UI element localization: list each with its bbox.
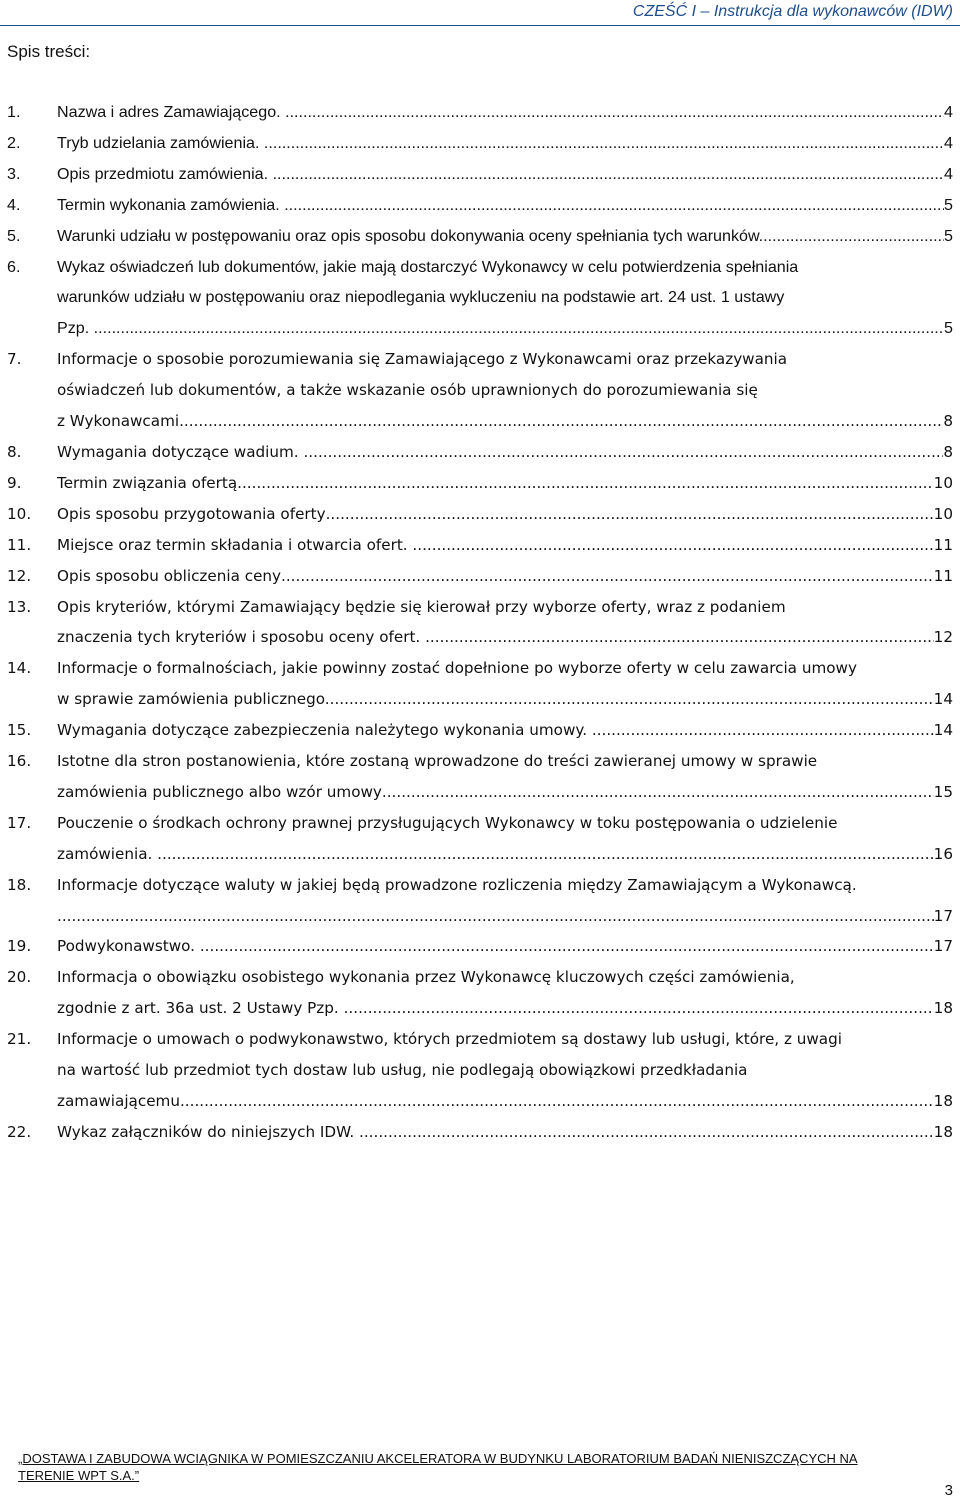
- toc-entry-page: 18: [933, 1092, 953, 1110]
- toc-entry-number: 12.: [7, 566, 32, 585]
- footer-line-2: TERENIE WPT S.A.”: [18, 1468, 140, 1483]
- toc-entry-body: [57, 97, 953, 128]
- toc-entry-line: [57, 1024, 953, 1055]
- toc-entry-line: [57, 715, 953, 746]
- toc-entry-text: Informacje o formalnościach, jakie powinny zostać dopełnione po wyborze oferty w celu zawarcia umowy: [57, 659, 857, 678]
- toc-entry-text: Opis sposobu przygotowania oferty: [57, 504, 326, 523]
- toc-entry-number: 21.: [7, 1030, 32, 1049]
- toc-entry-line: [57, 1117, 953, 1148]
- toc-entry-page: 8: [943, 442, 953, 461]
- toc-entry-text: Wymagania dotyczące wadium. ...: [57, 442, 318, 461]
- toc-entry-line: [57, 592, 953, 623]
- toc-entry-line: [57, 406, 953, 437]
- toc-entry[interactable]: [7, 1117, 953, 1148]
- toc-entry-number: 16.: [7, 752, 32, 771]
- dot-leader: [318, 437, 943, 468]
- toc-entry-page: 18: [933, 999, 953, 1018]
- toc-entry-line: [57, 808, 953, 839]
- toc-entry-line: [57, 128, 953, 159]
- toc-entry[interactable]: [7, 128, 953, 159]
- toc-entry[interactable]: [7, 1024, 953, 1117]
- toc-entry-line: [57, 499, 953, 530]
- toc-entry[interactable]: [7, 468, 953, 499]
- toc-entry-page: 17: [933, 937, 953, 956]
- toc-entry-text: Miejsce oraz termin składania i otwarcia ofert. ...: [57, 535, 427, 554]
- dot-leader: [180, 1086, 934, 1117]
- toc-entry[interactable]: [7, 252, 953, 345]
- toc-entry-text: Warunki udziału w postępowaniu oraz opis sposobu dokonywania oceny spełniania tych warunków.: [57, 226, 764, 245]
- toc-entry-text: Termin wykonania zamówienia. ...: [57, 195, 298, 214]
- toc-entry-text: zamawiającemu: [57, 1092, 180, 1110]
- toc-entry-text: Informacje o sposobie porozumiewania się Zamawiającego z Wykonawcami oraz przekazywania: [57, 350, 788, 369]
- toc-entry-page: 11: [933, 566, 953, 585]
- toc-entry-body: [57, 437, 953, 468]
- toc-entry-line: [57, 344, 953, 375]
- toc-entry[interactable]: [7, 530, 953, 561]
- toc-entry-line: [57, 931, 953, 962]
- toc-entry-body: [57, 870, 953, 932]
- toc-entry-line: [57, 375, 953, 406]
- toc-entry-text: Tryb udzielania zamówienia. ...: [57, 133, 278, 152]
- toc-entry-line: [57, 777, 953, 808]
- toc-entry-line: [57, 97, 953, 128]
- toc-entry-number: 7.: [7, 350, 22, 369]
- toc-entry-text: Informacje o umowach o podwykonawstwo, których przedmiotem są dostawy lub usługi, które, z uwagi: [57, 1030, 842, 1049]
- dot-leader: [281, 561, 934, 592]
- toc-entry-body: [57, 468, 953, 499]
- toc-entry[interactable]: [7, 746, 953, 808]
- toc-entry-page: 10: [933, 473, 953, 492]
- toc-entry-page: 5: [944, 195, 953, 214]
- dot-leader: [326, 499, 934, 530]
- toc-entry-text: Opis przedmiotu zamówienia. ...: [57, 164, 286, 183]
- toc-entry-number: 6.: [7, 257, 21, 276]
- toc-entry-page: 4: [944, 103, 953, 121]
- toc-entry[interactable]: [7, 344, 953, 437]
- toc-entry-body: [57, 808, 953, 870]
- toc-entry-number: 22.: [7, 1122, 32, 1141]
- toc-entry-body: [57, 746, 953, 808]
- toc-entry-body: [57, 221, 953, 252]
- toc-entry-line: [57, 870, 953, 901]
- toc-entry-page: 15: [933, 782, 953, 801]
- toc-entry-page: 16: [933, 844, 953, 863]
- toc-entry-body: [57, 561, 953, 592]
- dot-leader: [107, 313, 944, 344]
- toc-entry-number: 1.: [7, 103, 21, 121]
- toc-entry-number: 18.: [7, 875, 32, 894]
- toc-entry-line: [57, 901, 953, 932]
- toc-entry-page: 14: [933, 721, 953, 740]
- toc-entry-text: Pzp. ...: [57, 319, 108, 338]
- toc-entry-line: [57, 622, 953, 653]
- toc-entry-line: [57, 993, 953, 1024]
- toc-entry-text: Podwykonawstwo. ...: [57, 937, 215, 956]
- toc-entry-page: 4: [944, 133, 953, 152]
- dot-leader: [214, 931, 933, 962]
- toc-entry-text: Nazwa i adres Zamawiającego. ...: [57, 103, 299, 121]
- toc-entry-number: 8.: [7, 442, 22, 461]
- dot-leader: [179, 406, 943, 437]
- dot-leader: [277, 128, 944, 159]
- toc-entry-line: [57, 684, 953, 715]
- toc-entry-line: [57, 1086, 953, 1117]
- dot-leader: [298, 190, 944, 221]
- toc-entry-body: [57, 931, 953, 962]
- toc-entry-number: 3.: [7, 164, 21, 183]
- dot-leader: [606, 715, 933, 746]
- toc-entry-page: 12: [933, 628, 953, 647]
- toc-entry-text: Informacja o obowiązku osobistego wykonania przez Wykonawcę kluczowych części zamówienia,: [57, 968, 795, 987]
- toc-entry-number: 9.: [7, 473, 22, 492]
- toc-entry-body: [57, 344, 953, 437]
- page-number: 3: [944, 1482, 953, 1499]
- dot-leader: [57, 901, 934, 932]
- toc-entry[interactable]: [7, 931, 953, 962]
- toc-entry-page: 17: [933, 906, 953, 925]
- toc-entry-text: Istotne dla stron postanowienia, które zostaną wprowadzone do treści zawieranej umowy w sprawie: [57, 752, 818, 771]
- document-footer: [18, 1450, 938, 1484]
- toc-entry-number: 2.: [7, 133, 21, 152]
- toc-entry-text: zamówienia publicznego albo wzór umowy: [57, 782, 382, 801]
- toc-entry[interactable]: [7, 499, 953, 530]
- toc-entry-number: 10.: [7, 504, 32, 523]
- toc-entry-number: 5.: [7, 226, 21, 245]
- dot-leader: [172, 839, 934, 870]
- toc-entry-number: 13.: [7, 597, 32, 616]
- dot-leader: [382, 777, 934, 808]
- toc-entry-body: [57, 653, 953, 715]
- dot-leader: [286, 159, 944, 190]
- toc-entry-line: [57, 252, 953, 283]
- toc-entry-body: [57, 190, 953, 221]
- toc-entry[interactable]: [7, 190, 953, 221]
- toc-entry-page: 5: [944, 319, 953, 338]
- table-of-contents: [7, 97, 953, 1148]
- toc-entry-body: [57, 1117, 953, 1148]
- toc-entry[interactable]: [7, 561, 953, 592]
- dot-leader: [763, 221, 944, 252]
- toc-entry-text: Informacje dotyczące waluty w jakiej będą prowadzone rozliczenia między Zamawiającym a Wykonawcą.: [57, 875, 857, 894]
- toc-entry-line: [57, 530, 953, 561]
- toc-entry-text: znaczenia tych kryteriów i sposobu oceny ofert. ...: [57, 628, 440, 647]
- toc-entry-number: 20.: [7, 968, 32, 987]
- toc-entry-line: [57, 746, 953, 777]
- toc-entry-page: 8: [943, 412, 953, 431]
- toc-entry-text: Wykaz oświadczeń lub dokumentów, jakie mają dostarczyć Wykonawcy w celu potwierdzenia spełniania: [57, 257, 799, 276]
- toc-entry-number: 14.: [7, 659, 32, 678]
- toc-entry-page: 5: [944, 226, 953, 245]
- toc-entry-line: [57, 839, 953, 870]
- dot-leader: [427, 530, 934, 561]
- footer-line-1: „DOSTAWA I ZABUDOWA WCIĄGNIKA W POMIESZCZANIU AKCELERATORA W BUDYNKU LABORATORIUM BADAŃ NIENISZCZĄCYCH NA: [18, 1451, 858, 1466]
- toc-entry-page: 14: [933, 690, 953, 709]
- toc-entry-text: na wartość lub przedmiot tych dostaw lub usług, nie podlegają obowiązkowi przedkładania: [57, 1061, 748, 1080]
- toc-entry-body: [57, 128, 953, 159]
- toc-entry[interactable]: [7, 97, 953, 128]
- toc-entry-body: [57, 592, 953, 654]
- toc-entry-body: [57, 159, 953, 190]
- toc-entry[interactable]: [7, 808, 953, 870]
- dot-leader: [242, 468, 934, 499]
- toc-entry-text: Termin związania ofertą.: [57, 473, 242, 492]
- toc-entry-number: 4.: [7, 195, 21, 214]
- toc-entry-text: w sprawie zamówienia publicznego.: [57, 690, 330, 709]
- toc-entry[interactable]: [7, 962, 953, 1024]
- toc-entry-text: Wymagania dotyczące zabezpieczenia należytego wykonania umowy. ...: [57, 721, 607, 740]
- toc-entry-line: [57, 1055, 953, 1086]
- running-header: CZEŚĆ I – Instrukcja dla wykonawców (IDW): [632, 3, 953, 20]
- toc-entry[interactable]: [7, 221, 953, 252]
- toc-entry-text: oświadczeń lub dokumentów, a także wskazanie osób uprawnionych do porozumiewania się: [57, 381, 758, 400]
- toc-entry[interactable]: [7, 870, 953, 932]
- toc-entry-page: 4: [944, 164, 953, 183]
- dot-leader: [330, 684, 934, 715]
- toc-entry-number: 15.: [7, 721, 32, 740]
- toc-entry-text: z Wykonawcami: [57, 412, 180, 431]
- toc-entry-text: Opis kryteriów, którymi Zamawiający będzie się kierował przy wyborze oferty, wraz z podaniem: [57, 597, 786, 616]
- toc-entry-line: [57, 468, 953, 499]
- toc-title: Spis treści:: [7, 42, 91, 61]
- toc-entry-body: [57, 252, 953, 345]
- toc-entry-text: zgodnie z art. 36a ust. 2 Ustawy Pzp. ...: [57, 999, 359, 1018]
- toc-entry-body: [57, 962, 953, 1024]
- toc-entry-line: [57, 962, 953, 993]
- toc-entry-page: 11: [933, 535, 953, 554]
- toc-entry[interactable]: [7, 437, 953, 468]
- toc-entry-line: [57, 653, 953, 684]
- toc-entry-line: [57, 282, 953, 313]
- toc-entry-line: [57, 190, 953, 221]
- toc-entry-text: Opis sposobu obliczenia ceny: [57, 566, 282, 585]
- toc-entry-page: 10: [933, 504, 953, 523]
- toc-entry-line: [57, 159, 953, 190]
- dot-leader: [374, 1117, 934, 1148]
- toc-entry-body: [57, 715, 953, 746]
- toc-entry-number: 17.: [7, 813, 32, 832]
- toc-entry-line: [57, 561, 953, 592]
- toc-entry[interactable]: [7, 159, 953, 190]
- dot-leader: [358, 993, 934, 1024]
- toc-entry-body: [57, 1024, 953, 1117]
- toc-entry-line: [57, 221, 953, 252]
- toc-entry[interactable]: [7, 653, 953, 715]
- toc-entry-body: [57, 499, 953, 530]
- toc-entry-body: [57, 530, 953, 561]
- toc-entry-text: zamówienia. ...: [57, 844, 172, 863]
- toc-entry-text: Pouczenie o środkach ochrony prawnej przysługujących Wykonawcy w toku postępowania o udzielenie: [57, 813, 838, 832]
- toc-entry-number: 11.: [7, 535, 32, 554]
- dot-leader: [299, 97, 945, 128]
- toc-entry-text: warunków udziału w postępowaniu oraz niepodlegania wykluczeniu na podstawie art. 24 ust. 1 ustawy: [57, 288, 785, 307]
- toc-entry-page: 18: [933, 1122, 953, 1141]
- toc-entry[interactable]: [7, 715, 953, 746]
- header-rule: [0, 25, 960, 26]
- toc-entry[interactable]: [7, 592, 953, 654]
- toc-entry-line: [57, 313, 953, 344]
- toc-entry-number: 19.: [7, 937, 32, 956]
- toc-entry-line: [57, 437, 953, 468]
- dot-leader: [440, 622, 934, 653]
- toc-entry-text: Wykaz załączników do niniejszych IDW. ...: [57, 1122, 374, 1141]
